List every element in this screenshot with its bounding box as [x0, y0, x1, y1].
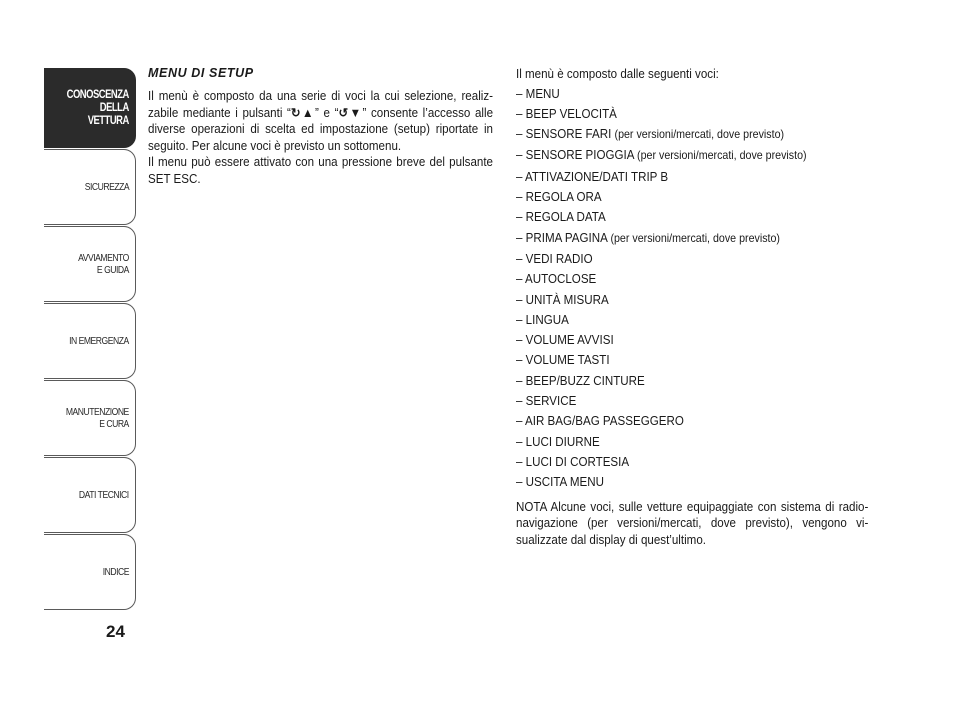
- item-text: – SENSORE PIOGGIA: [516, 148, 638, 163]
- list-item: [516, 207, 840, 227]
- list-item: [516, 310, 840, 330]
- item-text: – PRIMA PAGINA: [516, 230, 611, 245]
- right-column: [516, 66, 868, 548]
- item-note: (per versioni/mercati, dove previsto): [610, 231, 780, 245]
- down-button-icon: ↺▼: [338, 105, 363, 120]
- left-column: [148, 66, 493, 188]
- item-text: – UNITÀ MISURA: [516, 292, 609, 307]
- list-item: [516, 187, 840, 207]
- item-text: – SERVICE: [516, 394, 577, 409]
- tab-dati-tecnici[interactable]: [44, 457, 136, 533]
- note-paragraph: NOTA Alcune voci, sulle vetture equipaggiate con sistema di radio- navigazione (per versioni/mercati, dove previsto), vengono vi- sualizzate dal display di quest’ultimo.: [516, 499, 869, 547]
- intro-text-a: Il menù è composto da una serie di voci la cui selezione, realiz- zabile mediante i pulsanti “: [148, 89, 493, 120]
- list-item: [516, 104, 840, 124]
- item-text: – LUCI DIURNE: [516, 434, 600, 449]
- list-item: [516, 371, 840, 391]
- list-item: [516, 432, 840, 452]
- tab-in-emergenza[interactable]: [44, 303, 136, 379]
- item-note: (per versioni/mercati, dove previsto): [637, 149, 807, 163]
- item-text: – LUCI DI CORTESIA: [516, 454, 630, 469]
- item-text: – BEEP/BUZZ CINTURE: [516, 373, 645, 388]
- item-text: – VEDI RADIO: [516, 251, 593, 266]
- menu-items-list: [516, 84, 868, 493]
- list-item: [516, 167, 840, 187]
- list-item: [516, 84, 840, 104]
- tab-manutenzione-e-cura[interactable]: [44, 380, 136, 456]
- tab-conoscenza-della-vettura[interactable]: [44, 68, 136, 148]
- up-button-icon: ↻▲: [290, 105, 315, 120]
- list-item: [516, 391, 840, 411]
- list-intro: Il menù è composto dalle seguenti voci:: [516, 67, 719, 81]
- list-item: [516, 228, 840, 249]
- item-text: – REGOLA ORA: [516, 190, 602, 205]
- item-text: – AIR BAG/BAG PASSEGGERO: [516, 414, 684, 429]
- intro-text-c: ” consente l’accesso alle diverse operazioni di scelta ed impostazione (setup) riportate in seguito. Per alcune voci è previsto un sottomenu.: [148, 105, 494, 153]
- item-text: – AUTOCLOSE: [516, 272, 597, 287]
- item-text: – ATTIVAZIONE/DATI TRIP B: [516, 169, 669, 184]
- item-text: – REGOLA DATA: [516, 210, 606, 225]
- item-text: – SENSORE FARI: [516, 127, 615, 142]
- activation-paragraph: Il menu può essere attivato con una pressione breve del pulsante SET ESC.: [148, 155, 493, 186]
- tab-label: INDICE: [102, 566, 129, 578]
- list-item: [516, 472, 840, 492]
- item-text: – LINGUA: [516, 312, 569, 327]
- intro-paragraph: [148, 88, 493, 154]
- tab-avviamento-e-guida[interactable]: [44, 226, 136, 302]
- item-text: – VOLUME TASTI: [516, 353, 610, 368]
- list-item: [516, 290, 840, 310]
- item-text: – VOLUME AVVISI: [516, 333, 614, 348]
- list-item: [516, 269, 840, 289]
- list-item: [516, 124, 840, 145]
- list-item: [516, 145, 840, 166]
- tab-label: MANUTENZIONE E CURA: [66, 406, 129, 430]
- section-heading: MENU DI SETUP: [148, 66, 254, 80]
- intro-text-b: ” e “: [314, 105, 339, 120]
- page-number: 24: [106, 622, 125, 641]
- item-note: (per versioni/mercati, dove previsto): [614, 128, 785, 142]
- tab-label: CONOSCENZA DELLA VETTURA: [66, 88, 129, 127]
- tab-label: DATI TECNICI: [79, 489, 129, 501]
- chapter-sidebar: [44, 68, 136, 611]
- item-text: – BEEP VELOCITÀ: [516, 106, 617, 121]
- tab-indice[interactable]: [44, 534, 136, 610]
- item-text: – USCITA MENU: [516, 475, 604, 490]
- list-item: [516, 330, 840, 350]
- tab-label: SICUREZZA: [84, 181, 129, 193]
- tab-label: AVVIAMENTO E GUIDA: [78, 252, 129, 276]
- item-text: – MENU: [516, 86, 560, 101]
- tab-sicurezza[interactable]: [44, 149, 136, 225]
- list-item: [516, 452, 840, 472]
- tab-label: IN EMERGENZA: [69, 335, 129, 347]
- list-item: [516, 350, 840, 370]
- list-item: [516, 411, 840, 431]
- list-item: [516, 249, 840, 269]
